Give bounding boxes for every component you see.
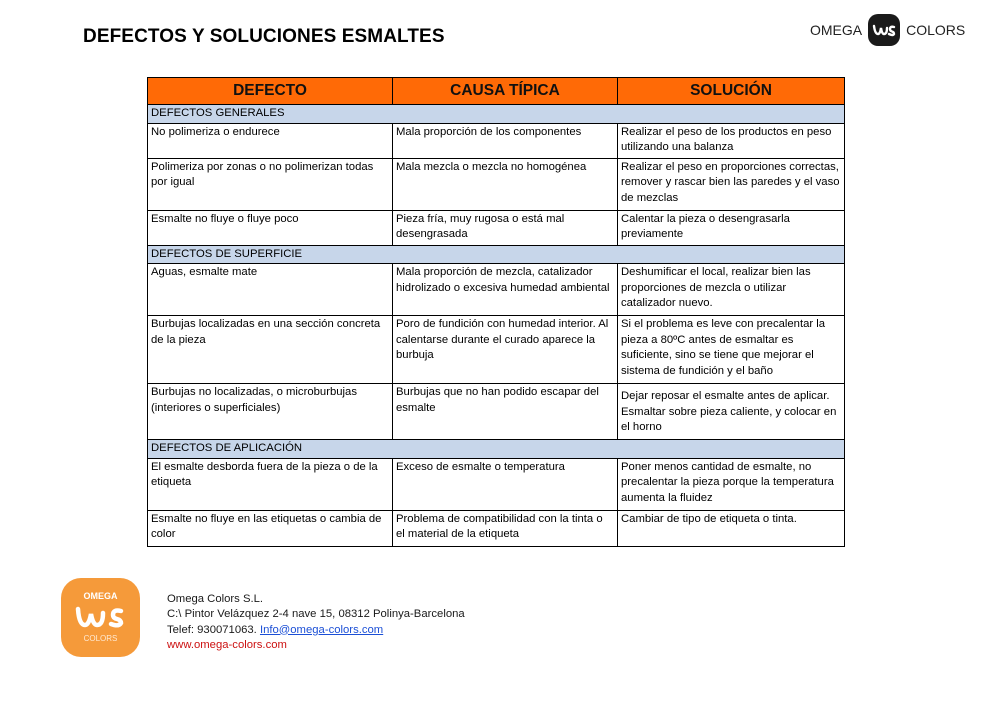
solution-cell: Si el problema es leve con precalentar la pieza a 80ºC antes de esmaltar es suficiente, sino se tiene que mejorar el sistema de fundición y el baño bbox=[618, 316, 845, 384]
cause-cell: Pieza fría, muy rugosa o está mal desengrasada bbox=[393, 210, 618, 245]
table-row bbox=[148, 264, 845, 316]
defect-cell: Esmalte no fluye o fluye poco bbox=[148, 210, 393, 245]
solution-cell: Realizar el peso de los productos en peso utilizando una balanza bbox=[618, 123, 845, 158]
section-label: DEFECTOS DE APLICACIÓN bbox=[148, 440, 845, 459]
defect-cell: Polimeriza por zonas o no polimerizan todas por igual bbox=[148, 158, 393, 210]
cause-cell: Problema de compatibilidad con la tinta o el material de la etiqueta bbox=[393, 510, 618, 546]
page-title: DEFECTOS Y SOLUCIONES ESMALTES bbox=[83, 26, 445, 47]
footer-contact bbox=[167, 592, 465, 653]
table-row bbox=[148, 316, 845, 384]
header-defecto: DEFECTO bbox=[148, 78, 393, 105]
table-row bbox=[148, 510, 845, 546]
header-causa: CAUSA TÍPICA bbox=[393, 78, 618, 105]
solution-cell: Cambiar de tipo de etiqueta o tinta. bbox=[618, 510, 845, 546]
defect-cell: No polimeriza o endurece bbox=[148, 123, 393, 158]
solution-cell: Deshumificar el local, realizar bien las proporciones de mezcla o utilizar catalizador nuevo. bbox=[618, 264, 845, 316]
solution-cell: Dejar reposar el esmalte antes de aplicar. Esmaltar sobre pieza caliente, y colocar en el horno bbox=[618, 384, 845, 440]
table-row bbox=[148, 210, 845, 245]
section-label: DEFECTOS DE SUPERFICIE bbox=[148, 245, 845, 264]
solution-cell: Poner menos cantidad de esmalte, no precalentar la pieza porque la temperatura aumenta la fluidez bbox=[618, 458, 845, 510]
cause-cell: Mala proporción de mezcla, catalizador hidrolizado o excesiva humedad ambiental bbox=[393, 264, 618, 316]
defects-table-container bbox=[147, 77, 845, 547]
brand-name-left: OMEGA bbox=[810, 22, 863, 38]
cause-cell: Mala mezcla o mezcla no homogénea bbox=[393, 158, 618, 210]
table-row bbox=[148, 384, 845, 440]
table-header-row bbox=[148, 78, 845, 105]
footer-phone-line bbox=[167, 623, 465, 638]
footer-logo-bottom-text: COLORS bbox=[83, 634, 118, 643]
solution-cell: Realizar el peso en proporciones correctas, remover y rascar bien las paredes y el vaso de mezclas bbox=[618, 158, 845, 210]
table-row bbox=[148, 123, 845, 158]
table-row bbox=[148, 158, 845, 210]
cause-cell: Mala proporción de los componentes bbox=[393, 123, 618, 158]
defect-cell: Esmalte no fluye en las etiquetas o cambia de color bbox=[148, 510, 393, 546]
footer-logo-top-text: OMEGA bbox=[83, 591, 118, 601]
footer-phone: Telef: 930071063. bbox=[167, 623, 260, 636]
footer-address: C:\ Pintor Velázquez 2-4 nave 15, 08312 Polinya-Barcelona bbox=[167, 608, 465, 621]
defect-cell: Burbujas localizadas en una sección concreta de la pieza bbox=[148, 316, 393, 384]
header-solucion: SOLUCIÓN bbox=[618, 78, 845, 105]
footer-website[interactable]: www.omega-colors.com bbox=[167, 638, 287, 651]
brand-mark-icon bbox=[868, 14, 900, 46]
section-row-aplicacion bbox=[148, 440, 845, 459]
cause-cell: Poro de fundición con humedad interior. Al calentarse durante el curado aparece la burbuja bbox=[393, 316, 618, 384]
footer-logo-icon bbox=[61, 578, 140, 657]
footer-company: Omega Colors S.L. bbox=[167, 593, 264, 605]
brand-name-right: COLORS bbox=[906, 22, 966, 38]
cause-cell: Burbujas que no han podido escapar del esmalte bbox=[393, 384, 618, 440]
section-row-generales bbox=[148, 105, 845, 124]
cause-cell: Exceso de esmalte o temperatura bbox=[393, 458, 618, 510]
defect-cell: El esmalte desborda fuera de la pieza o de la etiqueta bbox=[148, 458, 393, 510]
footer-email-link[interactable]: Info@omega-colors.com bbox=[259, 623, 384, 636]
table-row bbox=[148, 458, 845, 510]
section-label: DEFECTOS GENERALES bbox=[148, 105, 845, 124]
brand-logo bbox=[810, 14, 965, 46]
defect-cell: Aguas, esmalte mate bbox=[148, 264, 393, 316]
solution-cell: Calentar la pieza o desengrasarla previamente bbox=[618, 210, 845, 245]
defects-table bbox=[147, 77, 845, 547]
section-row-superficie bbox=[148, 245, 845, 264]
defect-cell: Burbujas no localizadas, o microburbujas (interiores o superficiales) bbox=[148, 384, 393, 440]
